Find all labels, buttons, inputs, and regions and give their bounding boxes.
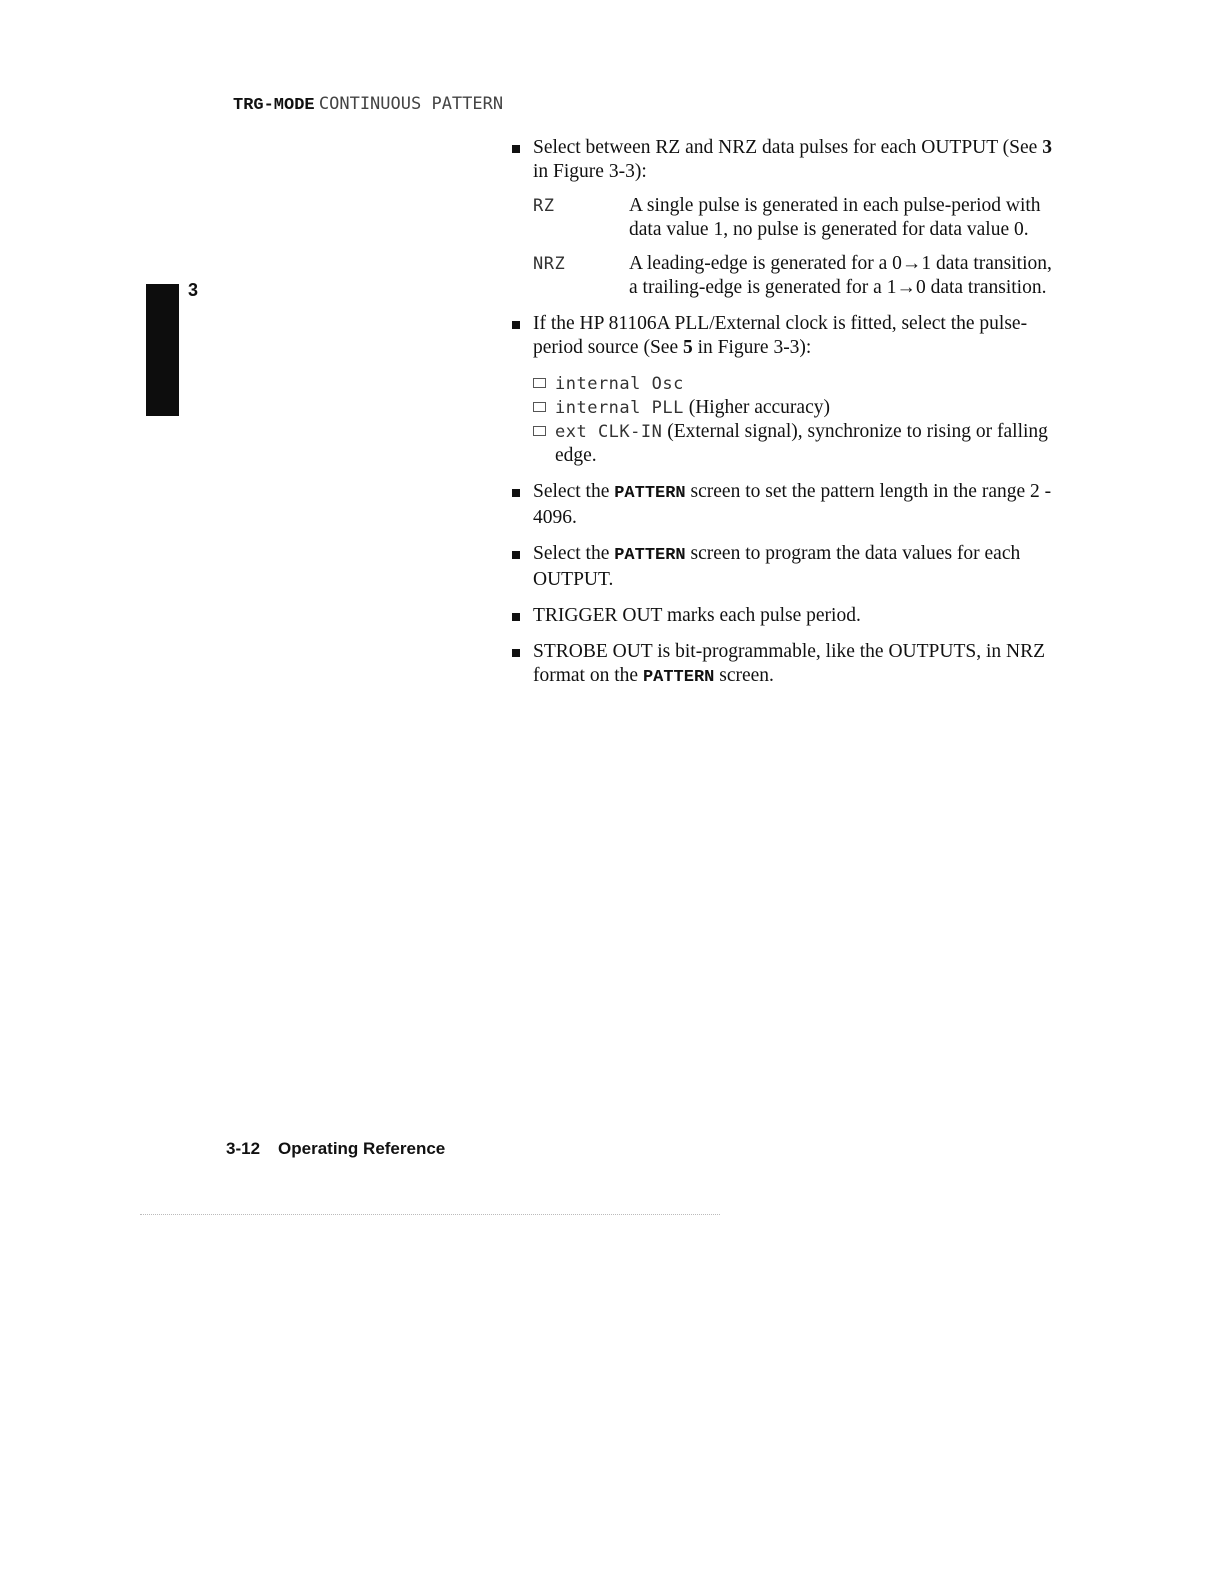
list-item <box>512 640 1057 690</box>
bullet-icon <box>512 613 520 621</box>
chapter-tab-marker <box>146 284 179 416</box>
checkbox-icon <box>533 378 546 388</box>
item-text: If the HP 81106A PLL/External clock is fitted, select the pulse-period source (See 5 in Figure 3-3): <box>533 313 1028 358</box>
pattern-keyword: PATTERN <box>642 668 715 687</box>
trigger-mode-value: CONTINUOUS PATTERN <box>318 94 504 114</box>
checkbox-icon <box>533 426 546 436</box>
page-header <box>233 94 503 115</box>
item-text: STROBE OUT is bit-programmable, like the OUTPUTS, in NRZ format on the PATTERN screen. <box>533 641 1046 687</box>
list-item <box>512 480 1057 530</box>
pattern-keyword: PATTERN <box>614 546 686 565</box>
definition-list <box>533 194 1057 300</box>
option-note: (Higher accuracy) <box>683 397 830 418</box>
page-number: 3-12 <box>226 1139 261 1158</box>
option-code: internal PLL <box>555 398 684 418</box>
option-code: internal Osc <box>555 374 684 394</box>
item-text: Select the PATTERN screen to set the pattern length in the range 2 - 4096. <box>533 481 1052 528</box>
option-list <box>533 372 1057 468</box>
checkbox-icon <box>533 402 546 412</box>
bullet-icon <box>512 145 520 153</box>
option-note: (External signal), synchronize to rising or falling edge. <box>555 421 1048 466</box>
trigger-mode-label: TRG-MODE <box>233 96 315 115</box>
page-footer <box>226 1139 445 1159</box>
scan-artifact-line <box>140 1214 720 1215</box>
pattern-keyword: PATTERN <box>614 484 686 503</box>
bullet-icon <box>512 489 520 497</box>
chapter-tab-number: 3 <box>188 280 199 300</box>
list-item <box>512 312 1057 468</box>
option-item <box>533 420 1057 468</box>
item-text: Select between RZ and NRZ data pulses for each OUTPUT (See 3 in Figure 3-3): <box>533 137 1052 182</box>
option-item <box>533 396 1057 420</box>
definition-desc: A single pulse is generated in each pulse-period with data value 1, no pulse is generated for data value 0. <box>629 195 1041 240</box>
main-content <box>512 136 1057 702</box>
item-text: TRIGGER OUT marks each pulse period. <box>533 605 861 626</box>
bullet-icon <box>512 321 520 329</box>
definition-row <box>533 252 1057 300</box>
definition-term: NRZ <box>533 254 566 274</box>
section-title: Operating Reference <box>278 1139 446 1158</box>
definition-row <box>533 194 1057 242</box>
definition-desc: A leading-edge is generated for a 0→1 data transition, a trailing-edge is generated for a 1→0 data transition. <box>629 253 1052 298</box>
item-text: Select the PATTERN screen to program the data values for each OUTPUT. <box>533 543 1021 590</box>
definition-term: RZ <box>533 196 555 216</box>
option-item <box>533 372 1057 396</box>
list-item <box>512 604 1057 628</box>
list-item <box>512 542 1057 592</box>
option-code: ext CLK-IN <box>555 422 663 442</box>
bullet-icon <box>512 551 520 559</box>
bullet-icon <box>512 649 520 657</box>
list-item <box>512 136 1057 300</box>
